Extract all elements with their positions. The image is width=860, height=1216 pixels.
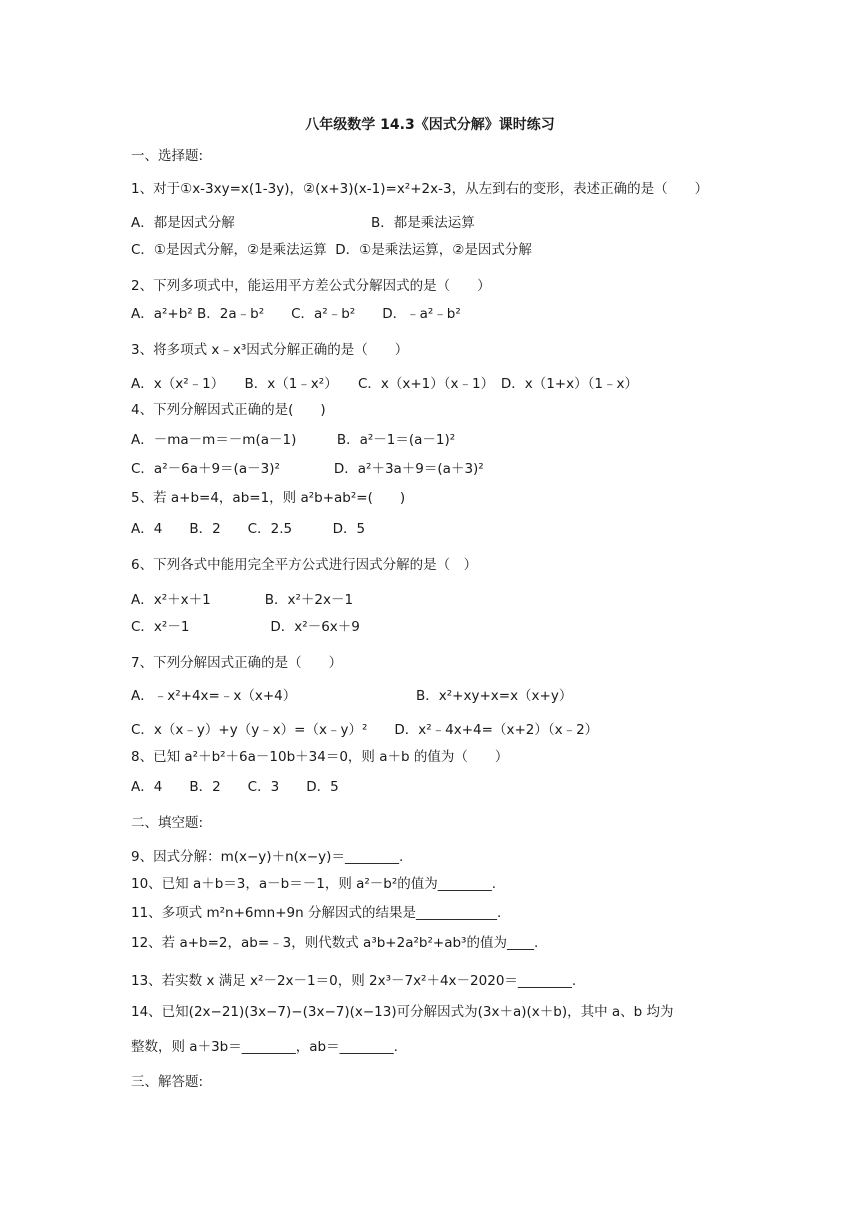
section-choice-heading: 一、选择题:: [131, 148, 204, 164]
section-fill-heading: 二、填空题:: [131, 815, 204, 831]
q1-option-b: B．都是乘法运算: [371, 215, 475, 231]
q12: 12、若 a+b=2，ab=﹣3，则代数式 a³b+2a²b²+ab³的值为____.: [131, 935, 539, 951]
q3-options: A．x（x²﹣1） B．x（1﹣x²） C．x（x+1）（x﹣1） D．x（1+x）（1﹣x）: [131, 376, 638, 392]
q10: 10、已知 a＋b＝3，a－b＝－1，则 a²－b²的值为________.: [131, 876, 497, 892]
q5-stem: 5、若 a+b=4，ab=1，则 a²b+ab²=( ): [131, 490, 406, 506]
q2-options: A．a²+b² B．2a﹣b² C．a²﹣b² D．﹣a²﹣b²: [131, 306, 461, 322]
q5-options: A．4 B．2 C．2.5 D．5: [131, 521, 366, 537]
q9: 9、因式分解：m(x−y)＋n(x−y)＝________.: [131, 849, 404, 865]
q7-stem: 7、下列分解因式正确的是（ ）: [131, 655, 343, 671]
q1-options-cd: C．①是因式分解，②是乘法运算 D．①是乘法运算，②是因式分解: [131, 242, 532, 258]
q8-options: A．4 B．2 C．3 D．5: [131, 779, 339, 795]
q14-line1: 14、已知(2x−21)(3x−7)−(3x−7)(x−13)可分解因式为(3x＋a)(x＋b)，其中 a、b 均为: [131, 1004, 674, 1020]
q4-stem: 4、下列分解因式正确的是( ): [131, 402, 326, 418]
q4-options-cd: C．a²－6a＋9＝(a－3)² D．a²＋3a＋9＝(a＋3)²: [131, 461, 484, 477]
section-answer-heading: 三、解答题:: [131, 1074, 204, 1090]
q7-options-cd: C．x（x﹣y）+y（y﹣x）=（x﹣y）² D．x²﹣4x+4=（x+2）（x﹣2）: [131, 722, 599, 738]
q7-option-b: B．x²+xy+x=x（x+y）: [416, 688, 573, 704]
q6-stem: 6、下列各式中能用完全平方公式进行因式分解的是（ ）: [131, 557, 478, 573]
q7-option-a: A．﹣x²+4x=﹣x（x+4）: [131, 688, 297, 704]
q8-stem: 8、已知 a²＋b²＋6a－10b＋34＝0，则 a＋b 的值为（ ）: [131, 749, 509, 765]
q11: 11、多项式 m²n+6mn+9n 分解因式的结果是____________.: [131, 905, 502, 921]
q14-line2: 整数，则 a＋3b＝________，ab＝________.: [131, 1039, 398, 1055]
page-title: 八年级数学 14.3《因式分解》课时练习: [305, 117, 555, 133]
q6-options-cd: C．x²－1 D．x²－6x＋9: [131, 619, 360, 635]
q1-stem: 1、对于①x-3xy=x(1-3y)，②(x+3)(x-1)=x²+2x-3，从左到右的变形，表述正确的是（ ）: [131, 181, 709, 197]
q3-stem: 3、将多项式 x﹣x³因式分解正确的是（ ）: [131, 342, 409, 358]
q4-options-ab: A．－ma－m＝－m(a－1) B．a²－1＝(a－1)²: [131, 432, 456, 448]
q6-options-ab: A．x²＋x＋1 B．x²＋2x－1: [131, 592, 354, 608]
q2-stem: 2、下列多项式中，能运用平方差公式分解因式的是（ ）: [131, 278, 491, 294]
q13: 13、若实数 x 满足 x²－2x－1＝0，则 2x³－7x²＋4x－2020＝________.: [131, 973, 577, 989]
q1-option-a: A．都是因式分解: [131, 215, 235, 231]
